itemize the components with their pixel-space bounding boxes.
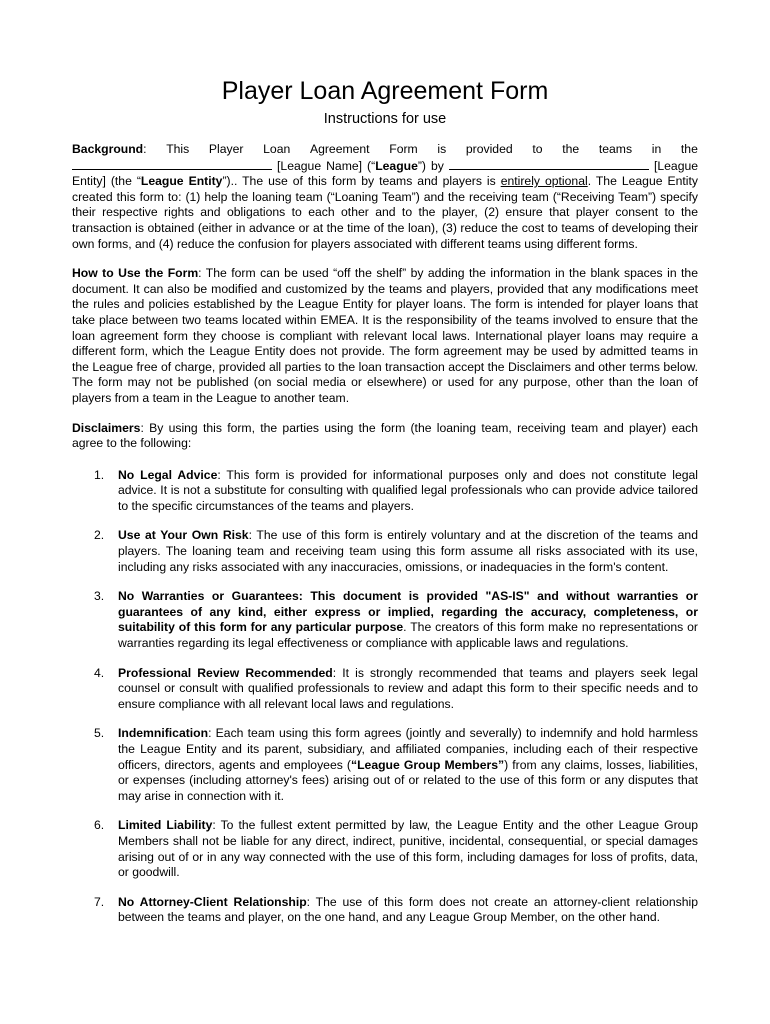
background-colon: :	[143, 142, 147, 156]
bg-word: the	[562, 142, 580, 156]
item-number: 5.	[94, 726, 105, 741]
item-heading: No Attorney-Client Relationship	[118, 894, 307, 909]
item-text	[118, 895, 698, 926]
bg-word: to	[532, 142, 543, 156]
document-title: Player Loan Agreement Form	[221, 77, 549, 105]
item-text	[118, 818, 698, 880]
disclaimer-list	[72, 468, 698, 926]
bg-word: is	[437, 142, 447, 156]
item-heading: Use at Your Own Risk	[118, 528, 249, 543]
entity-mid: ”).. The use of this form by teams and players is	[222, 174, 501, 189]
background-body	[72, 158, 698, 253]
league-entity-term: League Entity	[140, 174, 223, 189]
bg-word: Loan	[263, 142, 291, 156]
document-subtitle: Instructions for use	[323, 111, 447, 127]
how-to-section	[72, 266, 698, 406]
item-body: : Each team using this form agrees (jointly and severally) to indemnify and hold harmless the League Entity and its parent, subsidiary, and affiliated companies, including each of their respective officers, directors, agents and employees (	[118, 726, 698, 772]
item-heading: Professional Review Recommended	[118, 665, 333, 680]
league-group-members-term: “League Group Members”	[351, 757, 505, 772]
item-text	[118, 726, 698, 804]
how-to-heading: How to Use the Form	[72, 266, 199, 281]
how-to-text: : The form can be used “off the shelf” by adding the information in the blank spaces in the document. It can also be modified and customized by the teams and players, provided that any modifications meet the rules and policies established by the League Entity for player loans. The form is intended for player loans that take place between two teams located within EMEA. It is the responsibility of the teams involved to ensure that the loan agreement form they choose is compliant with relevant local laws. International player loans may require a different form, which the League Entity does not provide. The form agreement may be used by admitted teams in the League free of charge, provided all parties to the loan transaction accept the Disclaimers and other terms below. The form may not be published (on social media or elsewhere) or used for any purpose, other than the loan of players from a team in the League to another team.	[72, 266, 698, 405]
item-number: 3.	[94, 589, 105, 604]
bg-word: in	[651, 142, 662, 156]
list-item	[72, 818, 698, 880]
background-heading-wrap	[72, 142, 147, 158]
item-heading: Indemnification	[118, 726, 209, 741]
bg-word: Form	[389, 142, 418, 156]
league-entity-blank[interactable]	[449, 158, 649, 170]
item-text	[118, 666, 698, 713]
item-body: : To the fullest extent permitted by law, the League Entity and the other League Group Members shall not be liable for any direct, indirect, punitive, incidental, consequential, or special damages arising out of or in any way connected with the use of this form, including damages for loss of profits, data, or goodwill.	[118, 818, 698, 880]
list-item	[72, 895, 698, 926]
entirely-optional: entirely optional	[500, 174, 588, 189]
league-term: League	[375, 158, 418, 173]
item-number: 7.	[94, 894, 105, 909]
list-item	[72, 589, 698, 651]
item-body: : It is strongly recommended that teams and players seek legal counsel or consult with qualified professionals to review and adapt this form to their specific needs and to ensure compliance with all relevant local laws and regulations.	[118, 665, 698, 711]
item-body: : This form is provided for informational purposes only and does not constitute legal advice. It is not a substitute for consulting with qualified legal professionals who can provide advice tailored to the specific circumstances of the teams and players.	[118, 467, 698, 513]
bg-word: This	[166, 142, 190, 156]
entity-open: Entity] (the “	[72, 174, 141, 189]
item-heading: Limited Liability	[118, 818, 213, 833]
by-text: ”) by	[417, 158, 444, 173]
bg-word: provided	[465, 142, 513, 156]
background-rest: . The League Entity created this form to: (1) help the loaning team (“Loaning Team”) and the receiving team (“Receiving Team”) specify their respective rights and obligations to each other and to the player, (2) ensure that player consent to the transaction is obtained (either in advance or at the time of the loan), (3) reduce the cost to teams of developing their own forms, and (4) reduce the confusion for players associated with different teams using different forms.	[72, 174, 698, 251]
item-heading: No Legal Advice	[118, 467, 218, 482]
item-text	[118, 528, 698, 575]
bg-word: Player	[208, 142, 244, 156]
item-body-continued: ) from any claims, losses, liabilities, or expenses (including attorney's fees) arising out of or related to the use of this form or any disputes that may arise in connection with it.	[118, 757, 699, 803]
disclaimers-text: : By using this form, the parties using the form (the loaning team, receiving team and player) each agree to the following:	[72, 420, 698, 451]
bg-word: teams	[598, 142, 633, 156]
item-number: 2.	[94, 528, 105, 543]
disclaimers-heading: Disclaimers	[72, 420, 141, 435]
item-body: : The use of this form does not create an attorney-client relationship between the teams and player, on the one hand, and any League Group Member, on the other hand.	[118, 894, 699, 925]
item-number: 6.	[94, 818, 105, 833]
background-section	[72, 142, 698, 252]
item-number: 4.	[94, 665, 105, 680]
item-body: . The creators of this form make no representations or warranties regarding its legal effectiveness or compliance with applicable laws and regulations.	[118, 620, 698, 651]
item-bold-body: : This document is provided "AS-IS" and without warranties or guarantees of any kind, either express or implied, regarding the accuracy, completeness, or suitability of this form for any particular purpose	[118, 589, 698, 635]
item-body: : The use of this form is entirely voluntary and at the discretion of the teams and players. The loaning team and receiving team using this form assume all risks associated with its use, including any risks associated with any inaccuracies, omissions, or inadequacies in the form's content.	[118, 528, 698, 574]
league-name-text: [League Name] (“	[277, 158, 376, 173]
document-page	[72, 70, 698, 940]
bg-word: Agreement	[309, 142, 370, 156]
league-name-blank[interactable]	[72, 158, 272, 170]
item-number: 1.	[94, 467, 105, 482]
league-tail: [League	[653, 158, 699, 173]
list-item	[72, 528, 698, 575]
list-item	[72, 726, 698, 804]
list-item	[72, 666, 698, 713]
item-heading: No Warranties or Guarantees	[118, 589, 299, 604]
background-heading: Background	[72, 142, 144, 156]
list-item	[72, 468, 698, 515]
background-first-line	[72, 142, 698, 158]
bg-word: the	[680, 142, 698, 156]
item-text	[118, 589, 698, 651]
disclaimers-section	[72, 421, 698, 452]
item-text	[118, 468, 698, 515]
